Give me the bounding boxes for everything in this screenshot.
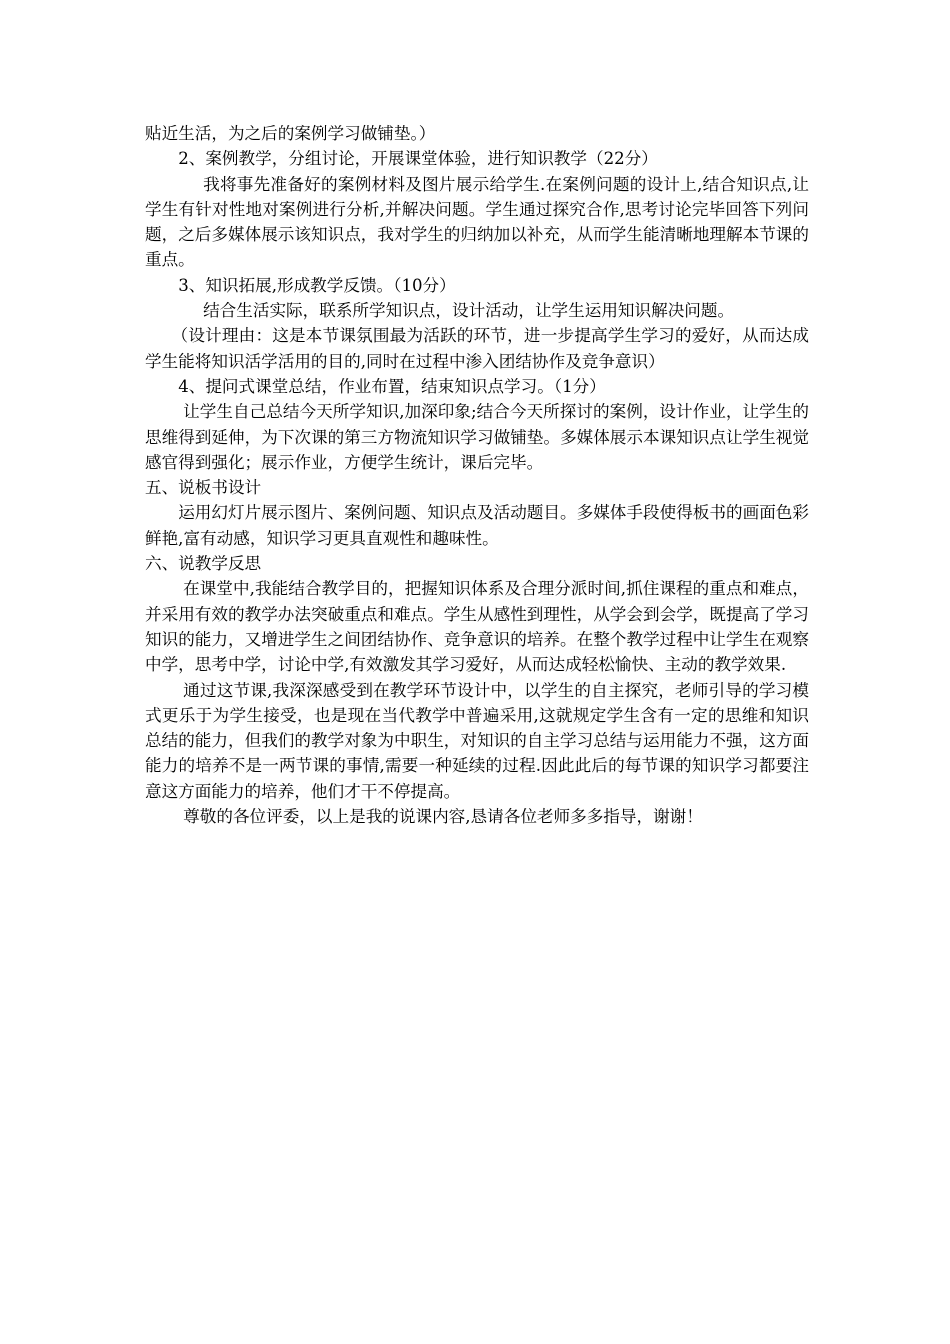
closing-remark: 尊敬的各位评委，以上是我的说课内容,恳请各位老师多多指导，谢谢！	[183, 807, 703, 827]
step-3-rationale: （设计理由：这是本节课氛围最为活跃的环节，进一步提高学生学习的爱好，从而达成学生能将知识活学活用的目的,同时在过程中渗入团结协作及竞争意识）	[145, 326, 809, 371]
section-6-body-2: 通过这节课,我深深感受到在教学环节设计中，以学生的自主探究，老师引导的学习模式更乐于为学生接受，也是现在当代教学中普遍采用,这就规定学生含有一定的思维和知识总结的能力，但我们的教学对象为中职生，对知识的自主学习总结与运用能力不强，这方面能力的培养不是一两节课的事情,需要一种延续的过程.因此此后的每节课的知识学习都要注意这方面能力的培养，他们才干不停提高。	[145, 680, 809, 801]
step-3-body: 结合生活实际，联系所学知识点，设计活动，让学生运用知识解决问题。	[203, 301, 735, 321]
document-body	[145, 121, 809, 829]
section-6-body-1: 在课堂中,我能结合教学目的，把握知识体系及合理分派时间,抓住课程的重点和难点，并采用有效的教学办法突破重点和难点。学生从感性到理性，从学会到会学，既提高了学习知识的能力，又增进学生之间团结协作、竞争意识的培养。在整个教学过程中让学生在观察中学，思考中学，讨论中学,有效激发其学习爱好，从而达成轻松愉快、主动的教学效果.	[145, 579, 809, 675]
step-3-heading: 3、知识拓展,形成教学反馈。（10分）	[178, 275, 456, 295]
paragraph-continuation: 贴近生活，为之后的案例学习做铺垫。）	[145, 124, 436, 143]
step-4-heading: 4、提问式课堂总结，作业布置，结束知识点学习。（1分）	[178, 376, 606, 396]
section-5-heading: 五、说板书设计	[145, 478, 262, 498]
step-4-body: 让学生自己总结今天所学知识,加深印象;结合今天所探讨的案例，设计作业，让学生的思维得到延伸，为下次课的第三方物流知识学习做铺垫。多媒体展示本课知识点让学生视觉感官得到强化；展示作业，方便学生统计，课后完毕。	[145, 402, 809, 472]
step-2-heading: 2、案例教学，分组讨论，开展课堂体验，进行知识教学（22分）	[178, 149, 658, 169]
section-5-body: 运用幻灯片展示图片、案例问题、知识点及活动题目。多媒体手段使得板书的画面色彩鲜艳,富有动感，知识学习更具直观性和趣味性。	[145, 503, 809, 548]
section-6-heading: 六、说教学反思	[145, 554, 262, 574]
step-2-body: 我将事先准备好的案例材料及图片展示给学生.在案例问题的设计上,结合知识点,让学生有针对性地对案例进行分析,并解决问题。学生通过探究合作,思考讨论完毕回答下列问题，之后多媒体展示该知识点，我对学生的归纳加以补充，从而学生能清晰地理解本节课的重点。	[145, 174, 809, 270]
